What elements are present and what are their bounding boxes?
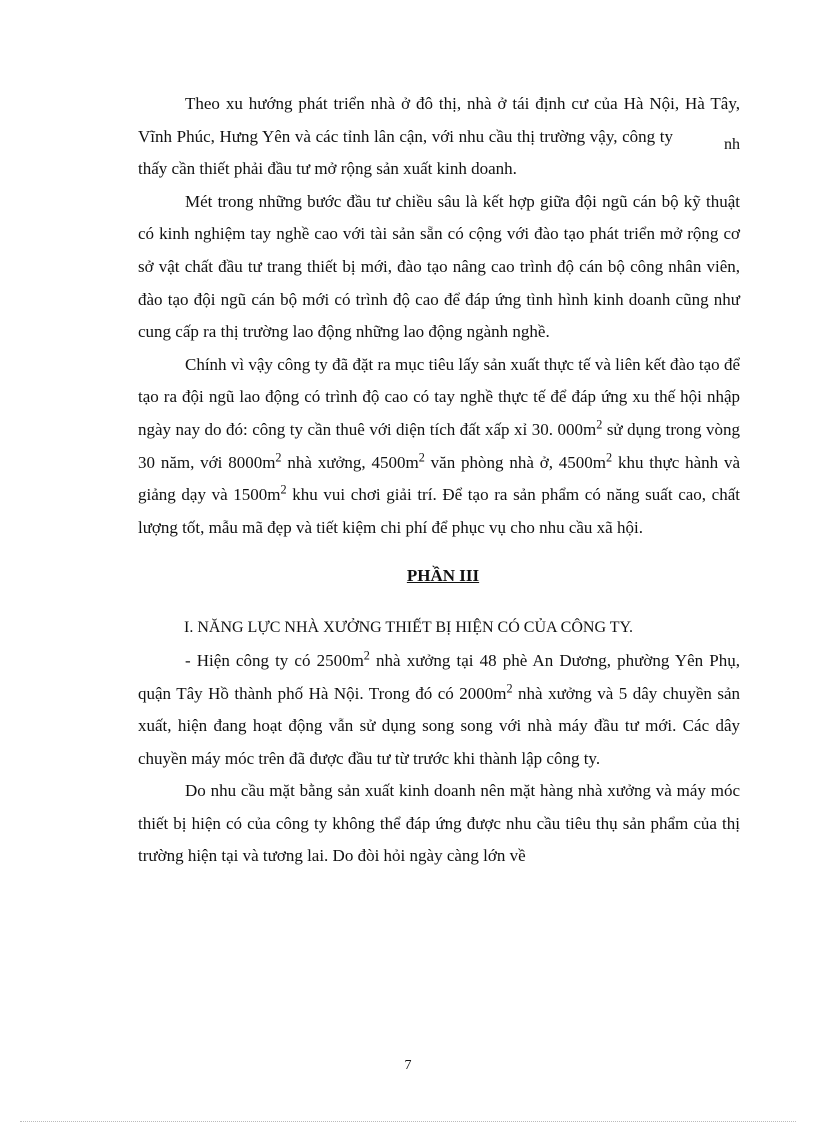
superscript: 2	[418, 449, 425, 464]
stray-text-fragment: nh	[724, 135, 740, 153]
document-page	[138, 88, 740, 873]
paragraph-current-capacity	[138, 645, 740, 775]
superscript: 2	[280, 482, 287, 497]
objectives-text-c: nhà xưởng, 4500m	[281, 452, 419, 472]
objectives-text-d: văn phòng nhà ở, 4500m	[424, 452, 607, 472]
superscript: 2	[506, 680, 513, 695]
objectives-text-a: Chính vì vậy công ty đã đặt ra mục tiêu lấy sản xuất thực tế và liên kết đào tạo để tạo ra đội ngũ lao động có trình độ cao có tay nghề thực tế để đáp ứng xu thế hội nhập ngày nay do đó: công ty cần thuê với diện tích đất xấp xỉ 30. 000m	[138, 354, 740, 439]
section-title: PHẦN III	[406, 566, 480, 586]
capacity-text-a: - Hiện công ty có 2500m	[185, 650, 364, 670]
capacity-text-b: nhà xưởng tại 48 phè An Dương, phường Yên Phụ, quận Tây Hồ thành phố Hà Nội. Trong đó có 2000m	[138, 650, 740, 703]
footer-divider	[20, 1121, 796, 1122]
superscript: 2	[606, 449, 613, 464]
paragraph-intro-rest: vậy, công ty thấy cần thiết phải đầu tư mở rộng sản xuất kinh doanh.	[138, 126, 674, 179]
capacity-text-c: nhà xưởng và 5 dây chuyền sản xuất, hiện đang hoạt động vẫn sử dụng song song với nhà máy đầu tư mới. Các dây chuyền máy móc trên đã được đầu tư từ trước khi thành lập công ty.	[138, 683, 740, 768]
superscript: 2	[596, 417, 603, 432]
superscript: 2	[363, 648, 370, 663]
paragraph-intro-text: Theo xu hướng phát triển nhà ở đô thị, nhà ở tái định cư của Hà Nội, Hà Tây, Vĩnh Phúc, Hưng Yên và các tỉnh lân cận, với nhu cầu thị trường	[138, 94, 740, 146]
paragraph-objectives	[138, 349, 740, 545]
objectives-text-b: sử dụng trong vòng 30 năm, với 8000m	[138, 419, 740, 472]
superscript: 2	[275, 449, 282, 464]
paragraph-investment: Mét trong những bước đầu tư chiều sâu là kết hợp giữa đội ngũ cán bộ kỹ thuật có kinh nghiệm tay nghề cao với tài sản sẵn có cộng với đào tạo phát triển mở rộng cơ sở vật chất đầu tư trang thiết bị mới, đào tạo nâng cao trình độ cán bộ công nhân viên, đào tạo đội ngũ cán bộ mới có trình độ cao để đáp ứng tình hình kinh doanh cũng như cung cấp ra thị trường lao động những lao động ngành nghề.	[138, 191, 740, 342]
paragraph-intro	[138, 88, 740, 186]
page-number: 7	[404, 1058, 412, 1073]
section-heading: I. NĂNG LỰC NHÀ XƯỞNG THIẾT BỊ HIỆN CÓ CỦA CÔNG TY.	[184, 619, 633, 637]
paragraph-demand: Do nhu cầu mặt bằng sản xuất kinh doanh nên mặt hàng nhà xưởng và máy móc thiết bị hiện có của công ty không thể đáp ứng được nhu cầu tiêu thụ sản phẩm của thị trường hiện tại và tương lai. Do đòi hỏi ngày càng lớn về	[138, 781, 740, 866]
objectives-text-f: khu vui chơi giải trí. Để tạo ra sản phẩm có năng suất cao, chất lượng tốt, mẫu mã đẹp và tiết kiệm chi phí để phục vụ cho nhu cầu xã hội.	[138, 485, 740, 537]
objectives-text-e: khu thực hành và giảng dạy và 1500m	[138, 452, 740, 505]
